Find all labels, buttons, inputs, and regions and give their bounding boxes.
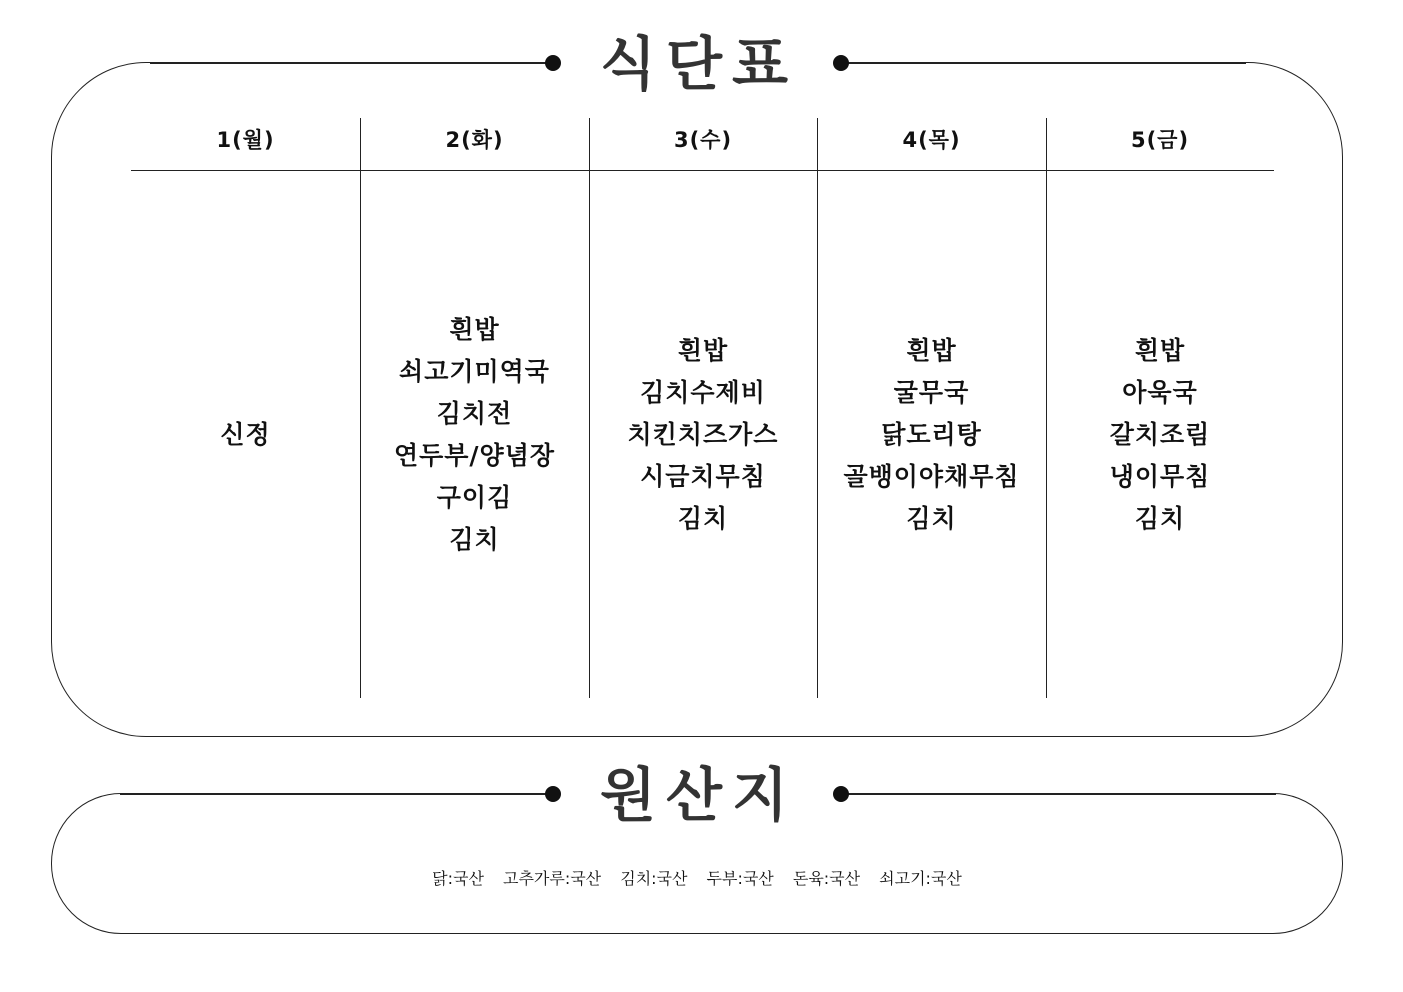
origin-list <box>51 866 1343 889</box>
dish-item: 굴무국 <box>893 377 970 407</box>
origin-item: 쇠고기:국산 <box>879 869 962 888</box>
dish-item: 구이김 <box>436 482 513 512</box>
menu-title-left-dot <box>545 55 561 71</box>
dish-item: 흰밥 <box>449 314 500 344</box>
menu-title-right-dot <box>833 55 849 71</box>
origin-title-left-line <box>120 793 554 795</box>
day-menu-thu <box>817 171 1046 698</box>
origin-title-right-dot <box>833 786 849 802</box>
dish-item: 신정 <box>220 419 271 449</box>
origin-title: 원산지 <box>556 755 842 835</box>
day-header-tue: 2(화) <box>445 128 504 152</box>
day-menu-fri <box>1046 171 1274 698</box>
day-header-mon: 1(월) <box>216 128 275 152</box>
dish-item: 김치 <box>1134 503 1186 533</box>
day-header-wed: 3(수) <box>673 128 733 152</box>
dish-item: 치킨치즈가스 <box>627 419 779 449</box>
dish-item: 흰밥 <box>906 335 957 365</box>
day-menu-wed <box>589 171 817 698</box>
menu-title-left-line <box>150 62 554 64</box>
origin-title-right-line <box>842 793 1276 795</box>
origin-title-left-dot <box>545 786 561 802</box>
dish-item: 김치 <box>906 503 957 533</box>
dish-item: 냉이무침 <box>1109 461 1211 491</box>
dish-item: 연두부/양념장 <box>393 440 556 470</box>
origin-item: 김치:국산 <box>620 869 688 888</box>
menu-table <box>131 118 1274 698</box>
dish-item: 김치 <box>449 524 500 554</box>
dish-item: 흰밥 <box>1134 335 1186 365</box>
dish-item: 시금치무침 <box>640 461 766 491</box>
menu-title: 식단표 <box>556 24 842 104</box>
dish-item: 닭도리탕 <box>881 419 982 449</box>
dish-item: 갈치조림 <box>1109 419 1211 449</box>
dish-item: 골뱅이야채무침 <box>843 461 1020 491</box>
dish-item: 김치수제비 <box>640 377 766 407</box>
day-header-thu: 4(목) <box>902 128 961 152</box>
origin-item: 닭:국산 <box>432 869 484 888</box>
menu-title-right-line <box>842 62 1246 64</box>
dish-item: 김치 <box>677 503 729 533</box>
dish-item: 김치전 <box>436 398 513 428</box>
origin-item: 두부:국산 <box>706 869 774 888</box>
origin-item: 고추가루:국산 <box>503 869 602 888</box>
dish-item: 흰밥 <box>677 335 729 365</box>
dish-item: 쇠고기미역국 <box>399 356 550 386</box>
day-menu-tue <box>360 171 589 698</box>
day-menu-mon <box>131 171 360 698</box>
dish-item: 아욱국 <box>1122 377 1198 407</box>
origin-item: 돈육:국산 <box>792 869 861 888</box>
day-header-fri: 5(금) <box>1130 128 1190 152</box>
